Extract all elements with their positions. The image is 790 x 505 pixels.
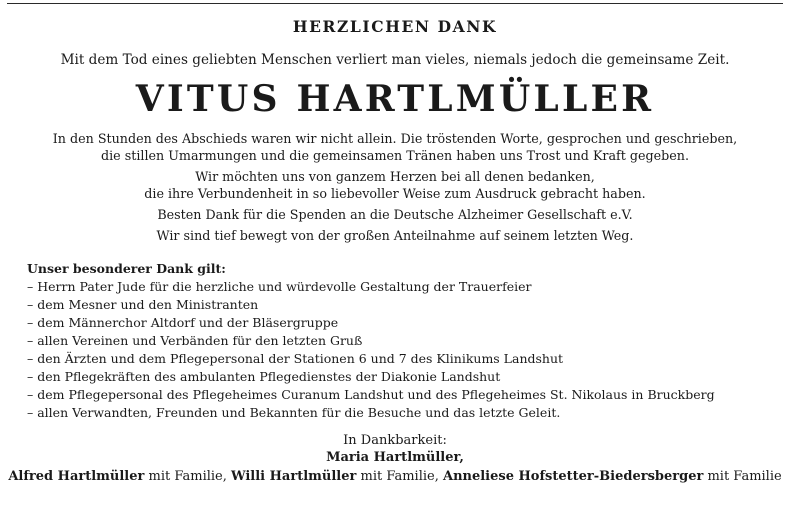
body-line-4: die ihre Verbundenheit in so liebevoller Weise zum Ausdruck gebracht haben. <box>144 186 646 201</box>
closing-phrase: In Dankbarkeit: <box>343 433 447 448</box>
body-line-6: Wir sind tief bewegt von der großen Anteilnahme auf seinem letzten Weg. <box>156 228 634 243</box>
body-line-3: Wir möchten uns von ganzem Herzen bei all denen bedanken, <box>195 169 595 184</box>
closing <box>0 432 790 485</box>
family-member-name: Alfred Hartlmüller <box>8 469 145 484</box>
body-line-1: In den Stunden des Abschieds waren wir nicht allein. Die tröstenden Worte, gesprochen und geschrieben, <box>52 131 738 146</box>
family-member-name: Anneliese Hofstetter-Biedersberger <box>442 469 704 484</box>
family-member-suffix: mit Familie <box>703 469 782 484</box>
acknowledgements-list <box>27 278 715 422</box>
body-line-5: Besten Dank für die Spenden an die Deutsche Alzheimer Gesellschaft e.V. <box>157 207 633 222</box>
list-item: – Herrn Pater Jude für die herzliche und würdevolle Gestaltung der Trauerfeier <box>27 279 532 294</box>
body-line-2: die stillen Umarmungen und die gemeinsamen Tränen haben uns Trost und Kraft gegeben. <box>101 148 689 163</box>
acknowledgements-title: Unser besonderer Dank gilt: <box>27 261 226 276</box>
notice-header: HERZLICHEN DANK <box>292 17 498 36</box>
list-item: – dem Männerchor Altdorf und der Bläsergruppe <box>27 315 339 330</box>
deceased-name: VITUS HARTLMÜLLER <box>135 78 655 120</box>
list-item: – dem Mesner und den Ministranten <box>27 297 259 312</box>
intro-quote: Mit dem Tod eines geliebten Menschen verliert man vieles, niemals jedoch die gemeinsame Zeit. <box>60 52 730 68</box>
family-member-name: Willi Hartlmüller <box>231 469 357 484</box>
top-rule <box>7 3 783 4</box>
acknowledgements <box>27 260 715 422</box>
list-item: – den Ärzten und dem Pflegepersonal der Stationen 6 und 7 des Klinikums Landshut <box>27 351 564 366</box>
signer-name: Maria Hartlmüller, <box>326 450 464 465</box>
family-members <box>0 468 790 485</box>
list-item: – den Pflegekräften des ambulanten Pflegedienstes der Diakonie Landshut <box>27 369 501 384</box>
family-member-suffix: mit Familie, <box>144 469 231 484</box>
list-item: – allen Verwandten, Freunden und Bekannten für die Besuche und das letzte Geleit. <box>27 405 561 420</box>
thanks-body <box>0 130 790 244</box>
list-item: – dem Pflegepersonal des Pflegeheimes Curanum Landshut und des Pflegeheimes St. Nikolaus in Bruckberg <box>27 387 715 402</box>
list-item: – allen Vereinen und Verbänden für den letzten Gruß <box>27 333 363 348</box>
family-member-suffix: mit Familie, <box>356 469 443 484</box>
